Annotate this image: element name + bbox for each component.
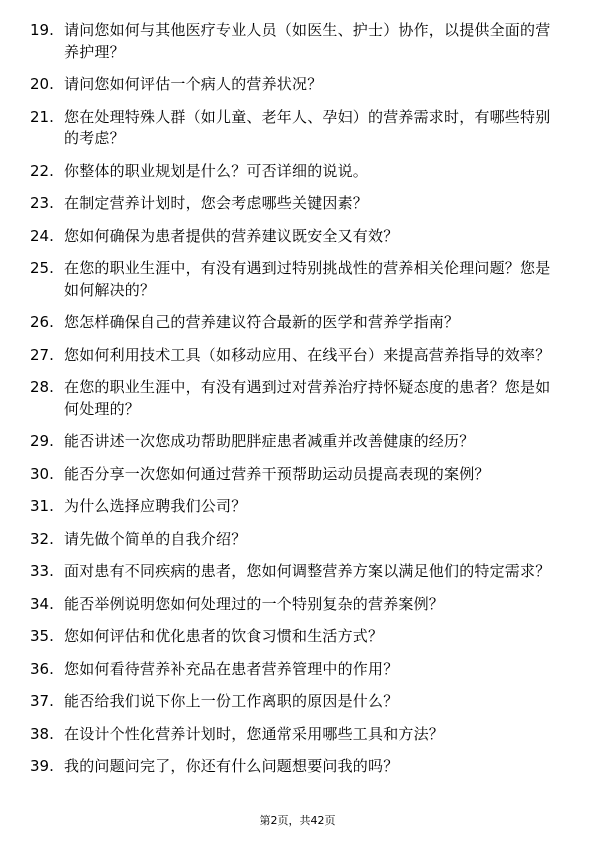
question-number: 29. (30, 432, 54, 450)
question-item (0, 724, 595, 746)
question-number: 23. (30, 194, 54, 212)
question-item (0, 691, 595, 713)
question-item (0, 659, 595, 681)
question-item (0, 226, 595, 248)
question-text: 面对患有不同疾病的患者，您如何调整营养方案以满足他们的特定需求？ (64, 562, 551, 580)
question-item (0, 594, 595, 616)
question-number: 20. (30, 75, 54, 93)
question-number: 27. (30, 345, 54, 364)
question-item (0, 377, 595, 420)
question-text: 在您的职业生涯中，有没有遇到过对营养治疗持怀疑态度的患者？您是如何处理的？ (64, 378, 551, 418)
question-text: 能否给我们说下你上一份工作离职的原因是什么？ (64, 692, 399, 710)
question-item (0, 561, 595, 583)
question-number: 37. (30, 692, 54, 710)
question-number: 34. (30, 594, 54, 613)
question-text: 能否讲述一次您成功帮助肥胖症患者减重并改善健康的经历？ (64, 432, 475, 450)
question-number: 24. (30, 226, 54, 245)
question-text: 在您的职业生涯中，有没有遇到过特别挑战性的营养相关伦理问题？您是如何解决的？ (64, 259, 551, 299)
question-item (0, 496, 595, 518)
question-number: 31. (30, 497, 54, 515)
question-text: 请问您如何评估一个病人的营养状况？ (64, 75, 323, 93)
page-footer: 第2页，共42页 (259, 814, 336, 827)
question-item (0, 529, 595, 551)
question-number: 21. (30, 107, 54, 126)
question-item (0, 312, 595, 334)
question-item (0, 107, 595, 150)
question-text: 在设计个性化营养计划时，您通常采用哪些工具和方法？ (64, 724, 445, 743)
question-text: 您在处理特殊人群（如儿童、老年人、孕妇）的营养需求时，有哪些特别的考虑？ (64, 107, 551, 147)
question-text: 请问您如何与其他医疗专业人员（如医生、护士）协作，以提供全面的营养护理？ (64, 21, 551, 61)
question-item (0, 626, 595, 648)
question-item (0, 161, 595, 183)
question-number: 26. (30, 313, 54, 331)
question-number: 32. (30, 529, 54, 548)
question-text: 我的问题问完了，你还有什么问题想要问我的吗？ (64, 757, 399, 775)
question-number: 28. (30, 378, 54, 396)
question-text: 您如何确保为患者提供的营养建议既安全又有效？ (64, 226, 399, 245)
question-item (0, 258, 595, 301)
question-item (0, 74, 595, 96)
question-text: 能否分享一次您如何通过营养干预帮助运动员提高表现的案例？ (64, 464, 490, 483)
question-text: 为什么选择应聘我们公司？ (64, 497, 247, 515)
question-item (0, 20, 595, 63)
question-item (0, 431, 595, 453)
question-number: 39. (30, 757, 54, 775)
question-text: 您如何利用技术工具（如移动应用、在线平台）来提高营养指导的效率？ (64, 345, 551, 364)
question-number: 35. (30, 627, 54, 645)
question-number: 19. (30, 21, 54, 39)
question-item (0, 345, 595, 367)
question-text: 你整体的职业规划是什么？可否详细的说说。 (64, 161, 369, 180)
question-number: 38. (30, 724, 54, 743)
question-number: 30. (30, 464, 54, 483)
question-number: 36. (30, 659, 54, 678)
question-item (0, 464, 595, 486)
question-text: 您如何看待营养补充品在患者营养管理中的作用？ (64, 659, 399, 678)
question-text: 您怎样确保自己的营养建议符合最新的医学和营养学指南？ (64, 313, 460, 331)
question-text: 能否举例说明您如何处理过的一个特别复杂的营养案例？ (64, 594, 445, 613)
question-text: 您如何评估和优化患者的饮食习惯和生活方式？ (64, 627, 384, 645)
question-number: 25. (30, 259, 54, 277)
question-text: 在制定营养计划时，您会考虑哪些关键因素？ (64, 194, 369, 212)
question-text: 请先做个简单的自我介绍？ (64, 529, 247, 548)
question-number: 33. (30, 562, 54, 580)
question-number: 22. (30, 161, 54, 180)
question-item (0, 756, 595, 778)
question-list (0, 20, 595, 789)
question-item (0, 193, 595, 215)
